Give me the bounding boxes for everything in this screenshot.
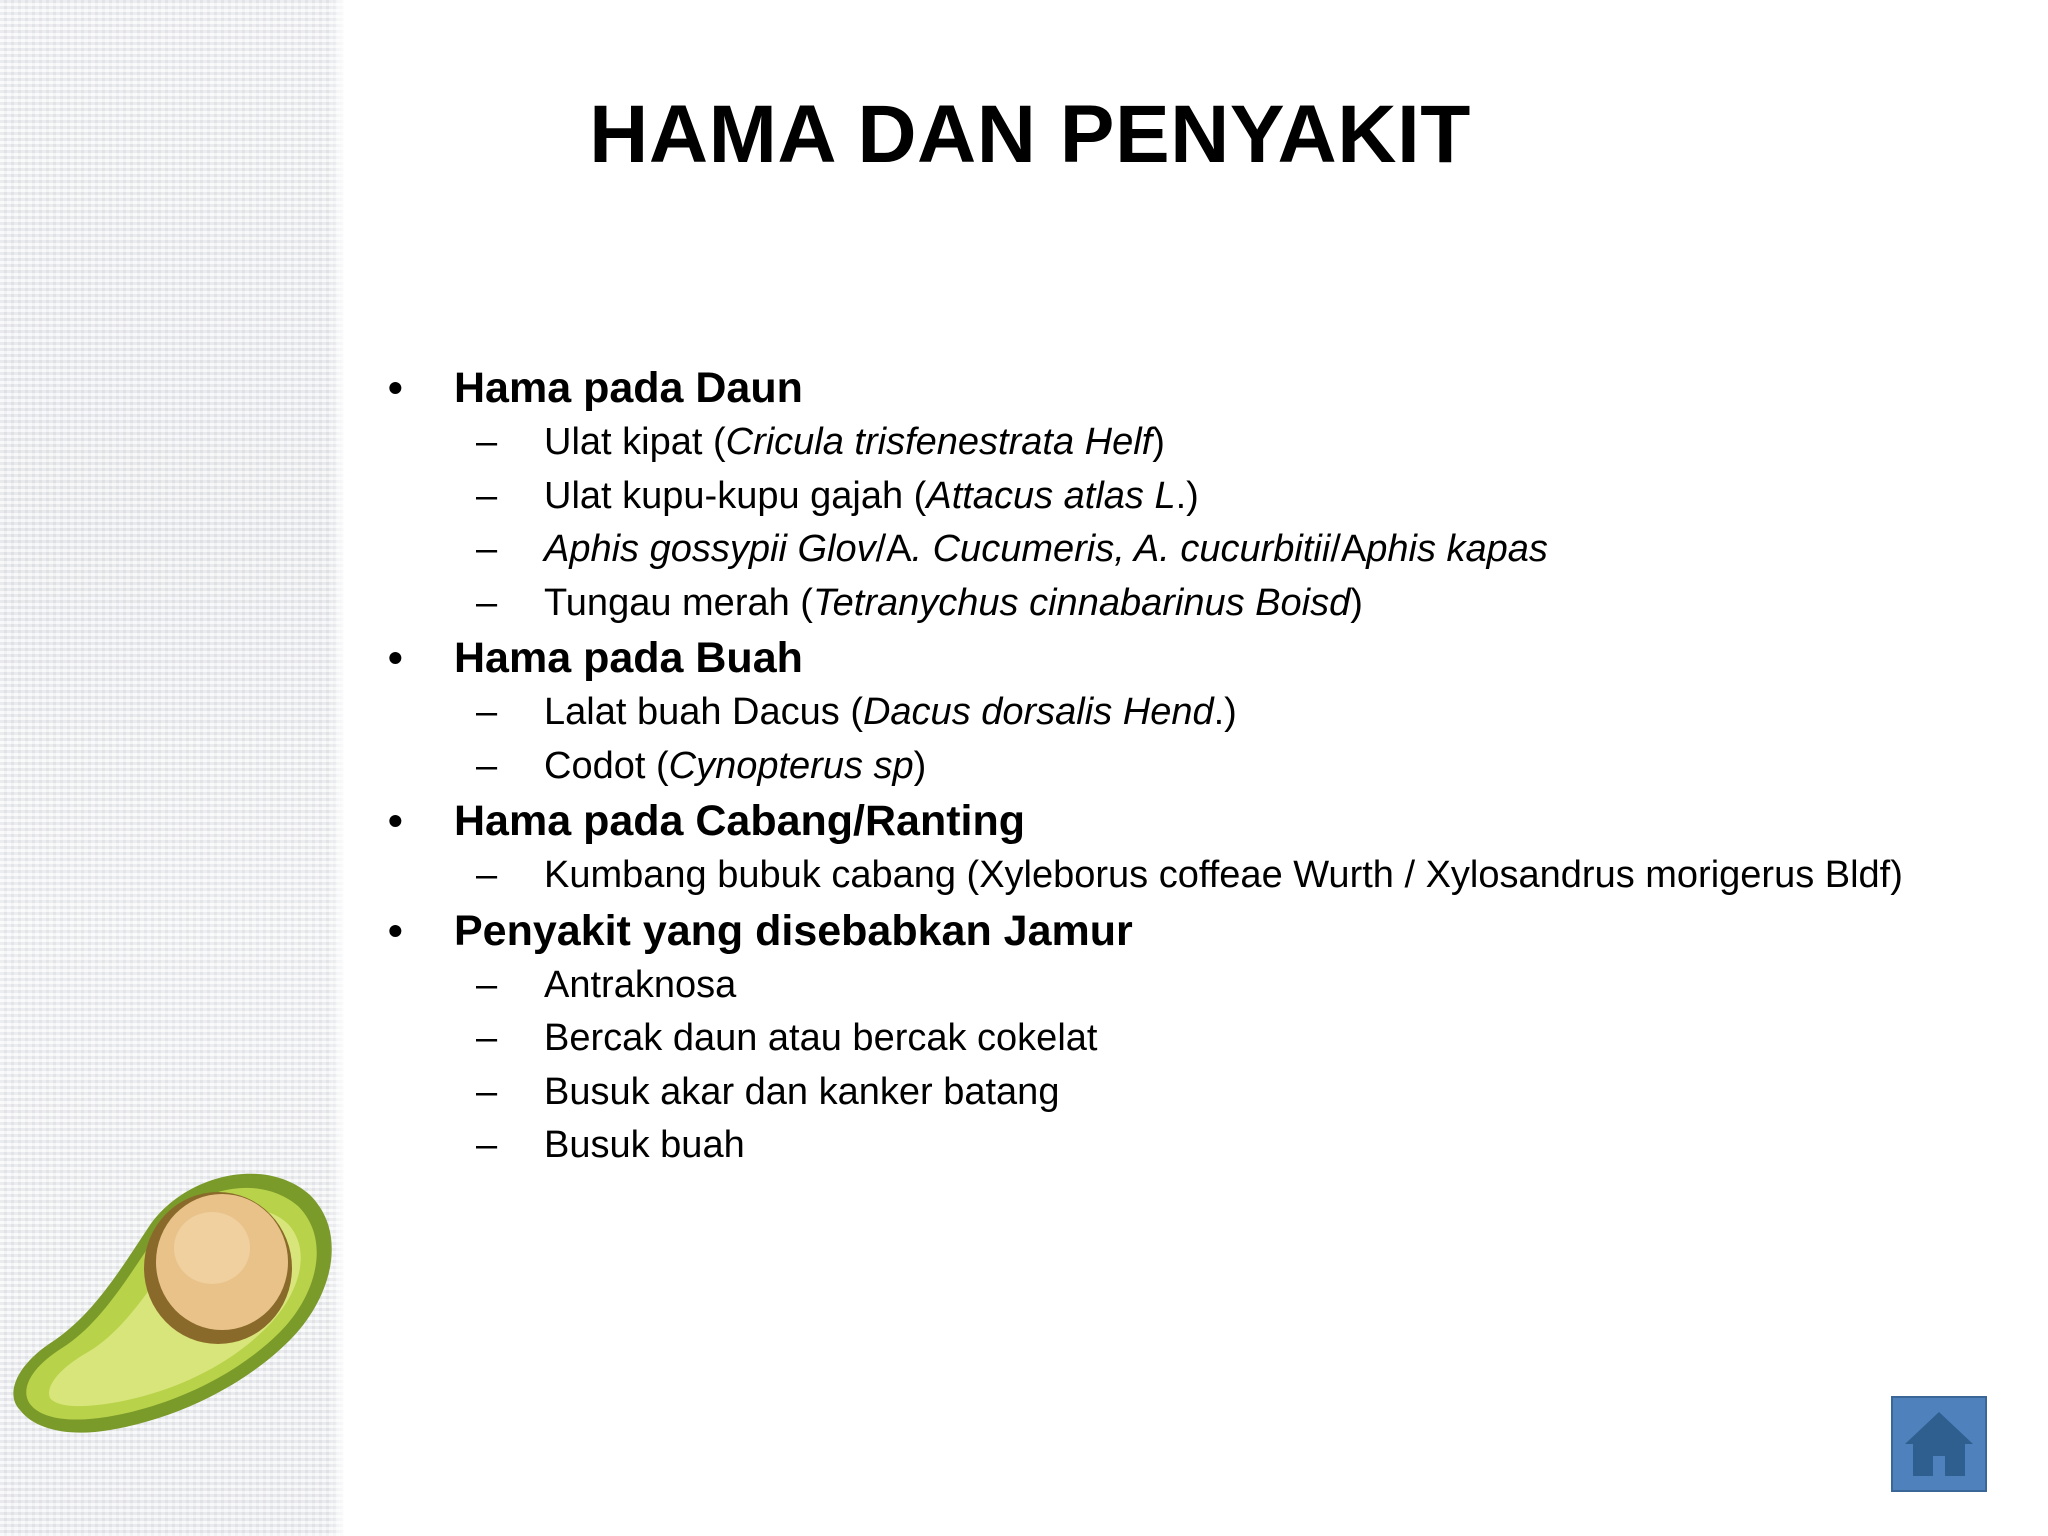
sub-bullet-text: Antraknosa [544,963,737,1006]
sub-bullet-text: Dacus dorsalis Hend [862,691,1214,733]
sub-bullet-dash: – [476,691,498,733]
sub-bullet-text: Tetranychus cinnabarinus Boisd [812,581,1351,624]
bullet-heading-text: Hama pada Cabang/Ranting [454,797,1026,845]
bullet-list [380,360,2040,1173]
sub-bullet-dash: – [476,963,498,1006]
sub-bullet-text: Ulat kupu-kupu gajah ( [544,474,927,517]
sub-bullet-text: Cynopterus sp [668,744,914,787]
sub-bullet-text: .) [1213,691,1237,733]
sub-bullet-item [380,470,2040,524]
sub-bullet-text: /A [1330,528,1367,570]
sub-bullet-text: Lalat buah Dacus ( [544,691,863,733]
sub-bullet-dash: – [476,1124,498,1166]
sub-bullet-text: Attacus atlas L [926,474,1176,517]
sub-bullet-text: Kumbang bubuk cabang (Xyleborus coffeae Wurth / Xylosandrus morigerus Bldf) [544,854,1903,896]
sub-bullet-dash: – [476,744,498,787]
bullet-heading [380,630,2040,686]
sub-bullet-item [380,1066,2040,1120]
sub-bullet-text: Cricula trisfenestrata Helf [725,421,1153,463]
sub-bullet-dash: – [476,1070,498,1113]
bullet-dot: • [388,364,403,411]
sub-bullet-text: Busuk akar dan kanker batang [544,1070,1060,1113]
sub-bullet-text: ) [913,744,927,787]
sub-bullet-text: Busuk buah [544,1124,745,1166]
bullet-dot: • [388,906,403,954]
sub-bullet-text: Codot ( [544,744,669,787]
sub-bullet-item [380,686,2040,740]
avocado-image [0,1140,344,1440]
bullet-heading-text: Penyakit yang disebabkan Jamur [454,906,1133,955]
home-button[interactable] [1891,1396,1987,1492]
bullet-dot: • [388,797,403,844]
sub-bullet-text: /A [875,528,912,570]
sub-bullet-item [380,577,2040,631]
sub-bullet-item [380,959,2040,1013]
sub-bullet-text: ) [1152,421,1165,463]
sub-bullet-item [380,849,2040,903]
sub-bullet-text: . Cucumeris, A. cucurbitii [911,528,1331,570]
sub-bullet-text: phis kapas [1366,528,1548,570]
bullet-heading-text: Hama pada Daun [454,364,803,412]
sub-bullet-item [380,740,2040,794]
sub-bullet-text: ) [1350,581,1363,624]
sub-bullet-text: .) [1175,474,1199,517]
sub-bullet-dash: – [476,581,498,624]
bullet-dot: • [388,634,403,681]
sub-bullet-text: Ulat kipat ( [544,421,726,463]
sub-bullet-item [380,523,2040,577]
sub-bullet-text: Tungau merah ( [544,581,813,624]
sub-bullet-item [380,1119,2040,1173]
sub-bullet-text: Aphis gossypii Glov [544,528,876,570]
bullet-heading [380,360,2040,416]
sub-bullet-item [380,1012,2040,1066]
sub-bullet-dash: – [476,854,498,896]
bullet-heading-text: Hama pada Buah [454,634,803,682]
home-icon [1893,1398,1985,1490]
sub-bullet-dash: – [476,528,498,570]
bullet-heading [380,903,2040,959]
bullet-heading [380,793,2040,849]
sub-bullet-dash: – [476,421,498,463]
sub-bullet-dash: – [476,1017,498,1059]
sub-bullet-dash: – [476,474,498,517]
sub-bullet-item [380,416,2040,470]
side-background-panel [0,0,344,1536]
slide-title: HAMA DAN PENYAKIT [589,89,1471,180]
sub-bullet-text: Bercak daun atau bercak cokelat [544,1017,1098,1059]
